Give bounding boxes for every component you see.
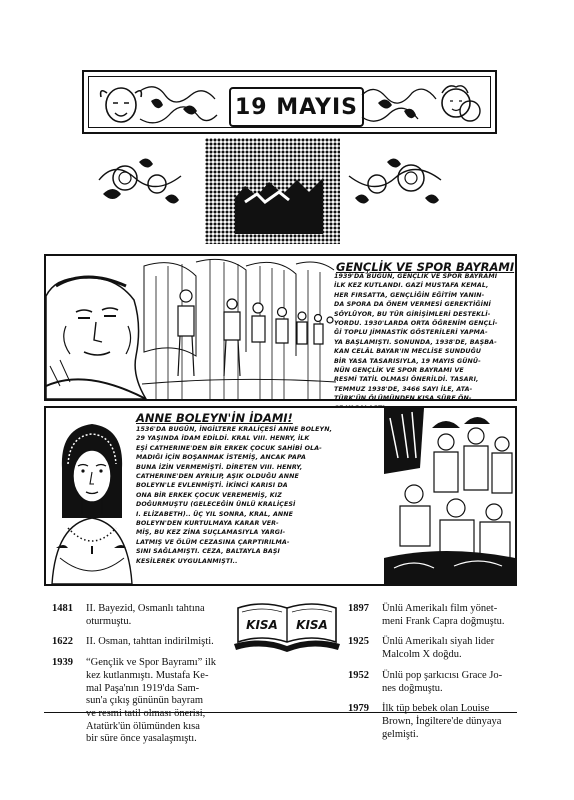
page-title: 19 MAYIS bbox=[229, 87, 364, 127]
anne-boleyn-text bbox=[136, 425, 386, 585]
caption-line: BUNA İZİN VERMEMİŞTİ. DİRETEN VIII. HENRY, bbox=[136, 463, 303, 471]
kisa-year: 1979 bbox=[348, 703, 369, 715]
anne-boleyn-title: ANNE BOLEYN'İN İDAMI! bbox=[136, 411, 293, 425]
kisa-text-line: kez kutlanmıştı. Mustafa Ke- bbox=[86, 669, 209, 681]
kisa-text-line: II. Osman, tahttan indirilmişti. bbox=[86, 636, 214, 648]
caption-line: SÖYLÜYOR, BU TÜR GİRİŞİMLERİ DESTEKLİ- bbox=[334, 310, 491, 318]
caption-line: MİŞ, BU KEZ ZİNA SUÇLAMASIYLA YARGI- bbox=[136, 529, 286, 537]
kisa-text-line: nes doğmuştu. bbox=[382, 682, 443, 694]
caption-line: HER FIRSATTA, GENÇLİĞİN EĞİTİM YANIN- bbox=[334, 291, 485, 299]
caption-line: YORDU. 1930'LARDA ORTA ÖĞRENİM GENÇLİ- bbox=[334, 320, 498, 328]
kisa-entry bbox=[348, 670, 520, 695]
header-banner bbox=[82, 70, 497, 134]
caption-line: ONA BİR ERKEK ÇOCUK VEREMEMİŞ, KIZ bbox=[136, 491, 282, 499]
anne-boleyn-panel bbox=[44, 406, 517, 586]
bull-ornament-illustration bbox=[95, 81, 221, 129]
kisa-text-line: Ünlü pop şarkıcısı Grace Jo- bbox=[382, 669, 503, 681]
caption-line: RESMİ TATİL OLMASI ÖNERİLDİ. TASARI, bbox=[334, 376, 479, 384]
kisa-text-line: ve resmi tatil olması önerisi, bbox=[86, 707, 206, 719]
kisa-text-line: Malcolm X doğdu. bbox=[382, 649, 462, 661]
caption-line: Ğİ TOPLU JİMNASTİK GÖSTERİLERİ YAPMA- bbox=[334, 329, 488, 337]
kisa-year: 1939 bbox=[52, 657, 73, 669]
kisa-kisa-book-illustration bbox=[232, 598, 342, 656]
kisa-left-column bbox=[52, 603, 232, 754]
flower-ornament-left bbox=[95, 150, 185, 210]
youth-sports-panel bbox=[44, 254, 517, 401]
kisa-entry bbox=[348, 603, 520, 628]
caption-line: 1536'DA BUGÜN, İNGİLTERE KRALİÇESİ ANNE BOLEYN, bbox=[136, 426, 333, 433]
flower-ornament-right bbox=[345, 150, 445, 210]
banner-frame bbox=[88, 76, 491, 128]
youth-sports-text bbox=[334, 272, 514, 403]
caption-line: I. ELİZABETH).. ÜÇ YIL SONRA, KRAL, ANNE bbox=[136, 510, 294, 518]
youth-sports-title: GENÇLİK VE SPOR BAYRAMI bbox=[336, 260, 515, 274]
kisa-label-right: KISA bbox=[296, 618, 328, 632]
bottom-rule bbox=[44, 712, 517, 713]
kisa-year: 1622 bbox=[52, 636, 73, 648]
caption-line: SINI SAĞLAMIŞTI. CEZA, BALTAYLA BAŞI bbox=[136, 548, 280, 556]
kisa-entry bbox=[348, 703, 520, 741]
cherub-ornament-illustration bbox=[358, 81, 484, 129]
kisa-text-line: II. Bayezid, Osmanlı tahtına bbox=[86, 603, 205, 614]
caption-line: 1939'DA BUGÜN, GENÇLİK VE SPOR BAYRAMI bbox=[334, 273, 498, 280]
execution-crowd-illustration bbox=[384, 408, 515, 584]
kisa-entry bbox=[52, 603, 232, 628]
caption-line: BİR YASA TASARISIYLA, 19 MAYIS GÜNÜ- bbox=[334, 357, 481, 365]
caption-line: YA BAŞLAMIŞTI. SONUNDA, 1938'DE, BAŞBA- bbox=[334, 338, 497, 346]
caption-line: BOLEYN'DEN KURTULMAYA KARAR VER- bbox=[136, 520, 279, 528]
kisa-text-line: oturmuştu. bbox=[86, 615, 132, 627]
kisa-text-line: bir süre önce yasalaşmıştı. bbox=[86, 733, 197, 745]
kisa-text-line: meni Frank Capra doğmuştu. bbox=[382, 615, 505, 627]
anne-boleyn-portrait-illustration bbox=[46, 408, 136, 584]
kisa-text-line: Ünlü Amerikalı film yönet- bbox=[382, 603, 498, 614]
caption-line: TÜRK'ÜN ÖLÜMÜNDEN KISA SÜRE ÖN- bbox=[334, 395, 472, 403]
kisa-text-line: Ünlü Amerikalı siyah lider bbox=[382, 636, 495, 648]
kisa-entry bbox=[52, 657, 232, 746]
kisa-label-left: KISA bbox=[246, 618, 278, 632]
caption-line: LATMIŞ VE ÖLÜM CEZASINA ÇARPTIRILMA- bbox=[136, 538, 290, 546]
caption-line: KESİLEREK UYGULANMIŞTI.. bbox=[136, 557, 238, 565]
kisa-entry bbox=[348, 636, 520, 661]
flag-illustration bbox=[205, 138, 340, 244]
caption-line: DA SPORA DA ÖNEM VERMESİ GEREKTİĞİNİ bbox=[334, 301, 491, 309]
kisa-year: 1481 bbox=[52, 603, 73, 614]
caption-line: DOĞURMUŞTU (GELECEĞİN ÜNLÜ KRALİÇESİ bbox=[136, 501, 296, 509]
caption-line: MADIĞI İÇİN BOŞANMAK İSTEMİŞ, ANCAK PAPA bbox=[136, 454, 306, 462]
caption-line: BOLEYN'LE EVLENMİŞTİ. İKİNCİ KARISI DA bbox=[136, 482, 288, 490]
kisa-text-line: Atatürk'ün ölümünden kısa bbox=[86, 720, 200, 732]
kisa-year: 1952 bbox=[348, 669, 369, 681]
caption-line: EŞİ CATHERINE'DEN BİR ERKEK ÇOCUK SAHİBİ OLA- bbox=[136, 444, 322, 452]
kisa-text-line: mal Paşa'nın 1919'da Sam- bbox=[86, 682, 200, 694]
ataturk-parade-illustration bbox=[46, 256, 336, 399]
kisa-text-line: Brown, İngiltere'de dünyaya bbox=[382, 715, 502, 727]
kisa-text-line: İlk tüp bebek olan Louise bbox=[382, 703, 490, 715]
kisa-text-line: sun'a çıkış gününün bayram bbox=[86, 695, 204, 707]
caption-line: TEMMUZ 1938'DE, 3466 SAYI İLE, ATA- bbox=[334, 385, 473, 393]
kisa-right-column bbox=[348, 603, 520, 749]
kisa-entry bbox=[52, 636, 232, 649]
caption-line: CATHERINE'DEN AYRILIP, AŞIK OLDUĞU ANNE bbox=[136, 473, 299, 481]
kisa-text-line: “Gençlik ve Spor Bayramı” ilk bbox=[86, 657, 217, 669]
caption-line: NÜN GENÇLİK VE SPOR BAYRAMI VE bbox=[334, 367, 464, 375]
caption-line: KAN CELÂL BAYAR'IN MECLİSE SUNDUĞU bbox=[334, 348, 482, 356]
kisa-text-line: gelmişti. bbox=[382, 728, 419, 740]
kisa-year: 1897 bbox=[348, 603, 369, 614]
caption-line: İLK KEZ KUTLANDI. GAZİ MUSTAFA KEMAL, bbox=[334, 282, 489, 290]
kisa-year: 1925 bbox=[348, 636, 369, 648]
caption-line: 29 YAŞINDA İDAM EDİLDİ. KRAL VIII. HENRY, İLK bbox=[136, 435, 310, 443]
